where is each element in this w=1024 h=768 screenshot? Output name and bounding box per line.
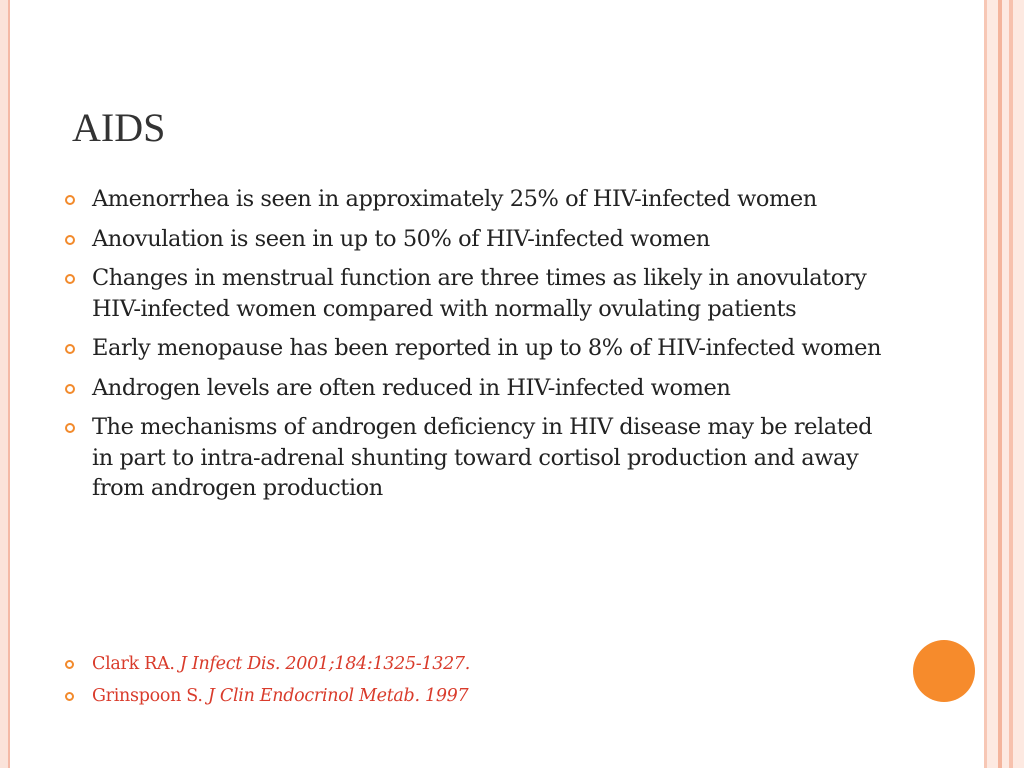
bullet-item bbox=[60, 224, 890, 255]
bullet-text: The mechanisms of androgen deficiency in HIV disease may be related in part to intra-adrenal shunting toward cortisol production and away from androgen production bbox=[92, 414, 873, 501]
bullet-item bbox=[60, 333, 890, 364]
reference-list bbox=[60, 652, 890, 716]
bullet-text: Changes in menstrual function are three times as likely in anovulatory HIV-infected women compared with normally ovulating patients bbox=[92, 265, 867, 322]
reference-journal: J Clin Endocrinol Metab. 1997 bbox=[207, 686, 469, 706]
bullet-item bbox=[60, 184, 890, 215]
bullet-text: Early menopause has been reported in up to 8% of HIV-infected women bbox=[92, 335, 882, 361]
hollow-circle-icon bbox=[65, 235, 75, 245]
reference-author: Clark RA. bbox=[92, 654, 175, 674]
bullet-text: Androgen levels are often reduced in HIV-infected women bbox=[92, 374, 731, 401]
orange-circle-icon bbox=[913, 640, 975, 702]
slide-title: AIDS bbox=[72, 105, 166, 150]
bullet-item bbox=[60, 263, 890, 324]
hollow-circle-icon bbox=[65, 384, 75, 394]
bullet-item bbox=[60, 412, 890, 504]
hollow-circle-icon bbox=[65, 423, 75, 433]
reference-journal: J Infect Dis. 2001;184:1325-1327. bbox=[179, 654, 471, 674]
hollow-circle-icon bbox=[65, 274, 75, 284]
left-border-decoration bbox=[0, 0, 10, 768]
right-stripe-decoration bbox=[978, 0, 1024, 768]
hollow-circle-icon bbox=[65, 344, 75, 354]
reference-item bbox=[60, 652, 890, 676]
hollow-circle-icon bbox=[65, 692, 74, 701]
bullet-item bbox=[60, 373, 890, 404]
bullet-text: Anovulation is seen in up to 50% of HIV-infected women bbox=[92, 225, 710, 252]
reference-author: Grinspoon S. bbox=[92, 686, 203, 706]
bullet-text: Amenorrhea is seen in approximately 25% of HIV-infected women bbox=[92, 186, 817, 212]
hollow-circle-icon bbox=[65, 195, 75, 205]
reference-item bbox=[60, 684, 890, 708]
bullet-list bbox=[60, 184, 890, 513]
hollow-circle-icon bbox=[65, 660, 74, 669]
